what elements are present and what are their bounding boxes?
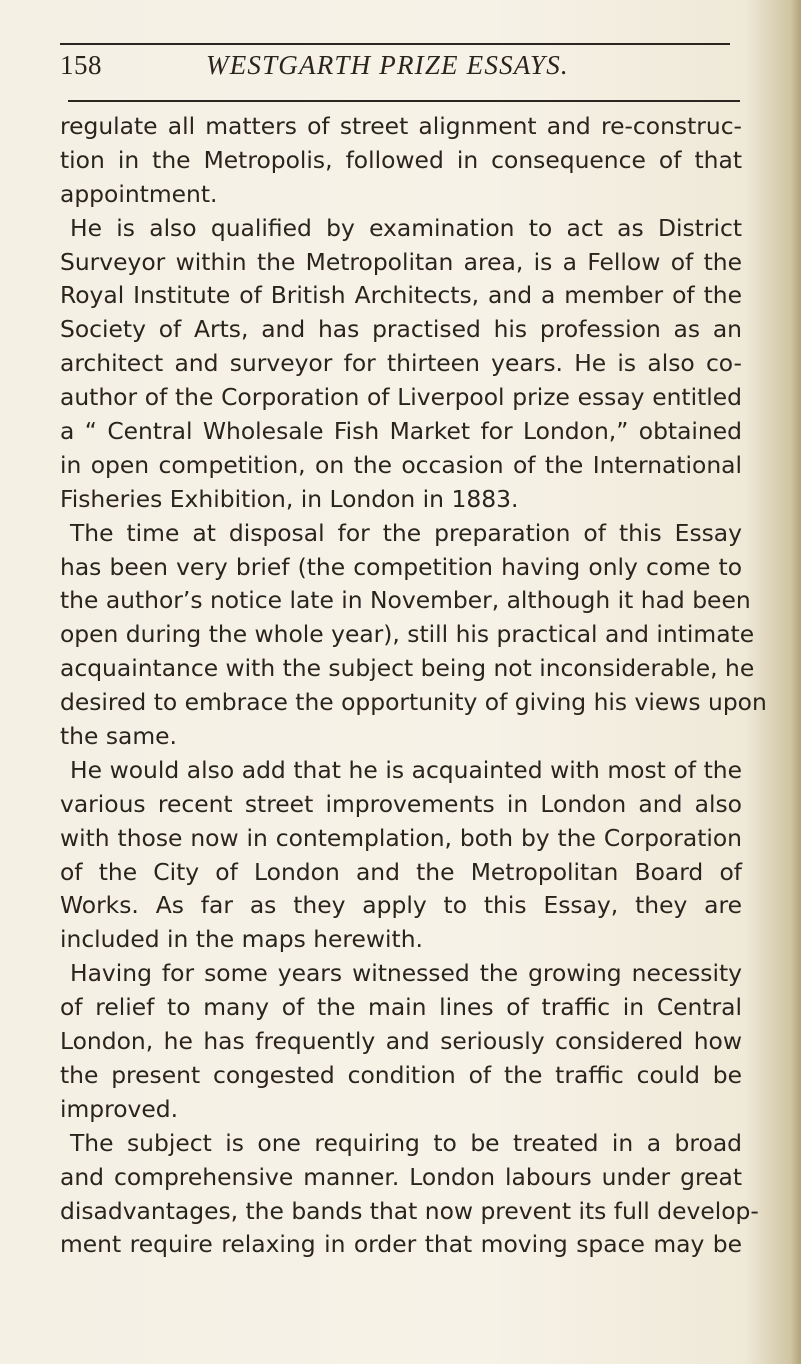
header-rule-top [60,43,730,45]
text-line: London, he has frequently and seriously considered how [60,1027,742,1056]
text-line: various recent street improvements in London and also [60,789,742,818]
page-number: 158 [60,50,102,80]
text-line: and comprehensive manner. London labours under great [60,1162,742,1191]
text-line: Works. As far as they apply to this Essay, they are [60,891,742,920]
text-line: Having for some years witnessed the growing necessity [70,959,742,988]
body-text [60,110,767,1262]
text-line: the present congested condition of the traffic could be [60,1060,742,1089]
text-line: open during the whole year), still his practical and intimate [60,620,755,649]
text-line: acquaintance with the subject being not inconsiderable, he [60,654,755,683]
page-edge-shadow [791,0,801,1364]
text-line: the same. [60,722,177,751]
text-line: architect and surveyor for thirteen years. He is also co- [60,349,742,378]
text-line: with those now in contemplation, both by the Corporation [60,823,742,852]
text-line: a “ Central Wholesale Fish Market for London,” obtained [60,417,742,446]
text-line: ment require relaxing in order that moving space may be [60,1230,742,1259]
text-line: appointment. [60,179,218,208]
text-line: Society of Arts, and has practised his profession as an [60,315,742,344]
text-line: desired to embrace the opportunity of giving his views upon [60,688,767,717]
header-rule-bottom [68,100,740,102]
page-header [60,50,620,90]
text-line: included in the maps herewith. [60,925,423,954]
text-line: He would also add that he is acquainted with most of the [70,755,742,784]
text-line: of relief to many of the main lines of traffic in Central [60,993,742,1022]
text-line: Fisheries Exhibition, in London in 1883. [60,484,519,513]
text-line: regulate all matters of street alignment and re-construc- [60,112,742,140]
text-line: in open competition, on the occasion of the International [60,450,742,479]
text-line: disadvantages, the bands that now prevent its full develop- [60,1196,759,1225]
text-line: improved. [60,1094,179,1123]
text-line: the author’s notice late in November, although it had been [60,586,751,615]
text-line: of the City of London and the Metropolitan Board of [60,857,742,886]
text-line: He is also qualified by examination to act as District [70,213,742,242]
text-line: tion in the Metropolis, followed in consequence of that [60,145,742,174]
text-line: Surveyor within the Metropolitan area, is a Fellow of the [60,247,742,276]
text-line: Royal Institute of British Architects, and a member of the [60,281,742,310]
text-line: has been very brief (the competition having only come to [60,552,742,581]
text-line: The subject is one requiring to be treated in a broad [70,1128,742,1157]
text-line: author of the Corporation of Liverpool prize essay entitled [60,383,742,412]
running-title: WESTGARTH PRIZE ESSAYS. [206,50,569,80]
text-line: The time at disposal for the preparation of this Essay [70,518,742,547]
